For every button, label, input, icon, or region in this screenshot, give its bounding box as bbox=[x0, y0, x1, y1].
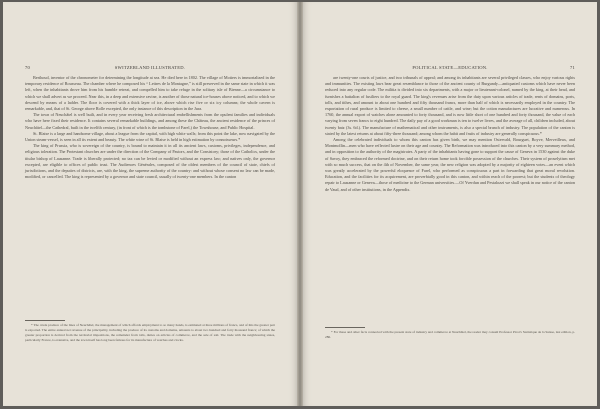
left-running-head: SWITZERLAND ILLUSTRATED. bbox=[114, 65, 186, 70]
left-footnotes bbox=[25, 323, 275, 343]
right-page-body bbox=[325, 75, 575, 193]
paragraph: Among the celebrated individuals to whom this canton has given birth, we may mention Ostervald, Bourguet, Boyve, Merveilleux, and Montmollin—men who have reflected lustre on their age and country. The Reformation was introduced into this canton by a very summary method, and in opposition to the authority of the magistrates. A party of the inhabitants having gone to support the cause of Geneva in 1530 against the duke of Savoy, they embraced the reformed doctrine, and on their return home took forcible possession of the churches. Their system of proselytism met with so much success, that on the 4th of November, the same year, the new religion was adopted by a majority of eighteen votes—an event which was greatly accelerated by the powerful eloquence of Farel, who performed as conspicuous a part in forwarding that great moral revolution. Education, and the facilities for its acquirement, are proverbially good in this canton, and within reach of the poorest; but the students of theology repair to Lausanne or Geneva—those of medicine to the German universities.—Of Yverdun and Pestalozzi we shall speak in our notice of the canton de Vaud, and of other institutions, in the Appendix. bbox=[325, 137, 575, 192]
paragraph: St. Blaise is a large and handsome village, about a league from the capital, with high white walls; from this point the lake, now navigated by the Union steam-vessel, is seen in all its extent and beauty. The white wine of St. Blaise is held in high estimation by connoisseurs.* bbox=[25, 130, 275, 143]
left-page-header bbox=[25, 65, 275, 73]
paragraph: Berthoud, inventor of the chronometer for determining the longitude at sea. He died here in 1802. The village of Motiers is immortalized in the temporary residence of Rousseau. The chamber where he composed his “ Lettres de la Montagne,” is still preserved in the same state in which it was left, when the inhabitants drove him from his humble retreat, and compelled him to take refuge in the solitary isle of Bienne—a circumstance to which we shall advert as we proceed. Near this, in a deep and extensive ravine, is another of those natural ice-houses above noticed, and to which we descend by means of a ladder. The floor is covered with a thick layer of ice, above which rise five or six icy columns; the whole cavern is remarkable, and, that of St. George above Rolle excepted, the only instance of this description in the Jura. bbox=[25, 75, 275, 112]
footnote-rule bbox=[25, 320, 65, 321]
paragraph: The town of Neuchâtel is well built, and in every year receiving fresh architectural embellishments from the opulent families and individuals who have here fixed their residence. It contains several remarkable buildings, and among these the Château, the ancient residence of the princes of Neuchâtel—the Cathedral, built in the twelfth century, (in front of which is the tombstone of Farel,) the Townhouse, and Public Hospital. bbox=[25, 112, 275, 130]
footnote: * The crude produce of the lines of Neuchâtel, the management of which affords employment to so many hands, is estimated at three millions of francs, and of this the greater part is exported. The entire annual net revenue of the principality, including the produce of its customs and domains, amounts to about two hundred and forty thousand francs; of which the greater proportion is derived from the territorial impositions, the remainder from tolls, duties on articles of commerce, and the sale of salt. The trade with the neighbouring states, particularly France, is extensive, and the town itself has long been famous for its manufacture of watches and clocks. bbox=[25, 323, 275, 342]
left-page-number: 70 bbox=[25, 65, 30, 70]
right-footnotes bbox=[325, 330, 575, 340]
right-page-number: 71 bbox=[570, 65, 575, 70]
footnote: * For these and other facts connected with the present state of industry and commerce at Neuchâtel, the reader may consult Professor Picot's Statistique de la Suisse, last edition, p. 286. bbox=[325, 330, 575, 339]
right-running-head: POLITICAL STATE—EDUCATION. bbox=[412, 65, 488, 70]
left-page bbox=[3, 2, 297, 406]
paragraph: The king of Prussia, who is sovereign of the country, is bound to maintain it in all its ancient laws, customs, privileges, independence, and religious toleration. The Protestant churches are under the direction of the Company of Pastors, and the Consistory; those of the Catholics, under the titular bishop of Lausanne. Trade is liberally protected; no tax can be levied or modified without an express law; and natives only, the governor excepted, are eligible to offices of public trust. The Audiences Générales, composed of the oldest members of the council of state, chiefs of jurisdictions, and the deputies of districts, are, with the king, the supreme authority of the country: and without whose consent no law can be made, modified, or cancelled. The king is represented by a governor and state council, usually of twenty-one members. In the canton bbox=[25, 143, 275, 180]
right-page-header bbox=[325, 65, 575, 73]
paragraph: are twenty-one courts of justice, and two tribunals of appeal; and among its inhabitants are several privileged classes, who enjoy various rights and immunities. The existing laws bear great resemblance to those of the ancient county of Burgundy—antiquated customs which have never been reduced into any regular code. The militia is divided into six departments, with a major or lieutenant-colonel, named by the king, at their head, and furnishes a battalion of fusiliers to the royal guard. The king's revenues arise from the duty upon various articles of trade, rents of domains, ports, tolls, and tithes, and amount to about one hundred and fifty thousand francs, more than half of which is necessarily employed in the country. The exportation of rural produce is limited to cheese, a small number of cattle, and wine; but the cotton manufactures are lucrative and numerous. In 1760, the annual export of watches alone amounted to forty thousand, and is now little short of one hundred and forty thousand, the value of each varying from seven francs to eight hundred. The daily pay of a good workman is ten to twelve livres, and the average of all, children included, about twenty batz (3s. 6d.). The manufacture of mathematical and other instruments, is also a special branch of industry. The population of the canton is stated by the latest returns at about fifty-three thousand; among whom the habit and fruits of industry are generally conspicuous.* bbox=[325, 75, 575, 136]
left-page-body bbox=[25, 75, 275, 180]
footnote-rule bbox=[325, 327, 365, 328]
right-page bbox=[303, 2, 597, 406]
